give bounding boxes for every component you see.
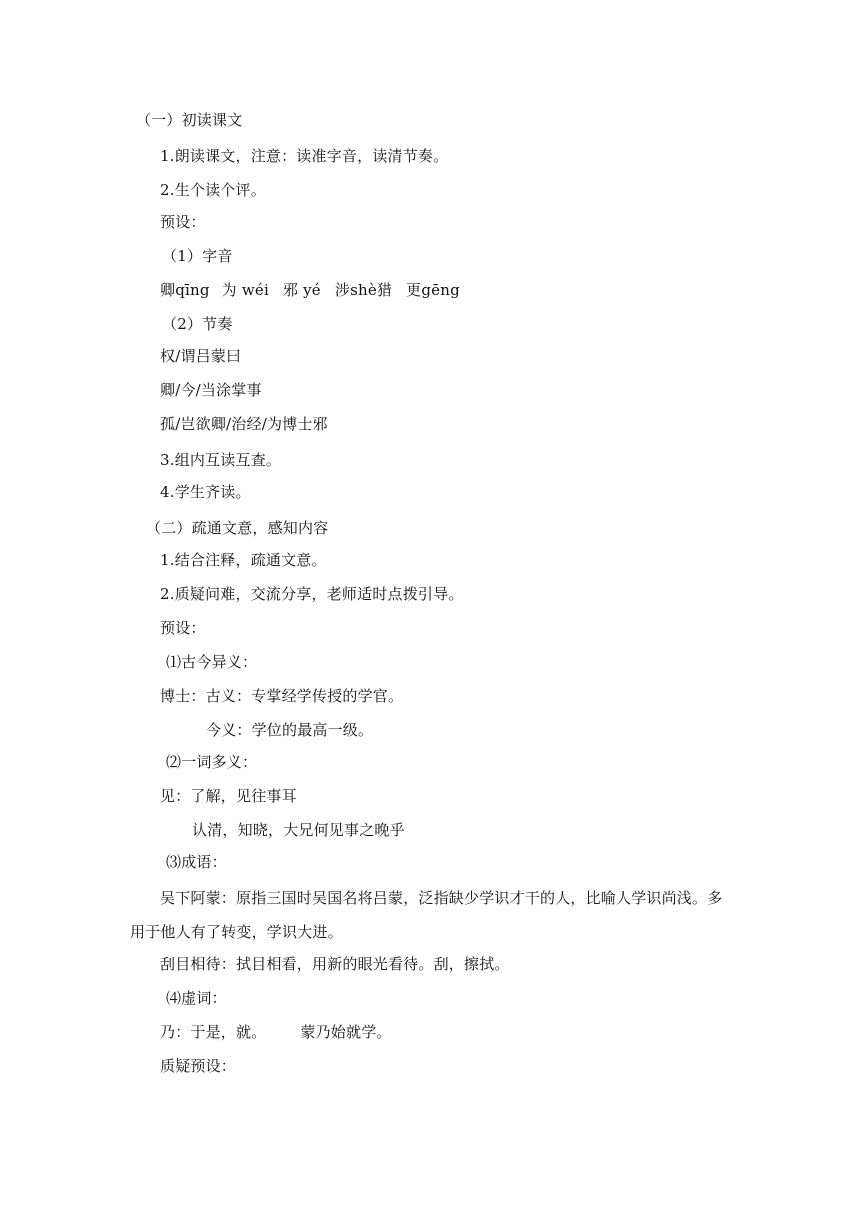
section2-preset-label: 预设：: [160, 619, 206, 637]
pinyin-item: 卿qīng: [160, 281, 210, 299]
rhythm-line: 卿/今/当涂掌事: [160, 381, 262, 399]
section2-item-1: 1.结合注释，疏通文意。: [160, 551, 327, 569]
pinyin-row: [160, 280, 460, 300]
ancient-modern-meaning-subheading: ⑴古今异义：: [166, 653, 258, 671]
rhythm-line: 孤/岂欲卿/治经/为博士邪: [160, 415, 328, 433]
question-preset-label: 质疑预设：: [160, 1057, 237, 1075]
function-word-subheading: ⑷虚词：: [166, 989, 227, 1007]
pronunciation-subheading: （1）字音: [162, 247, 233, 265]
section1-item-4: 4.学生齐读。: [160, 483, 251, 501]
section2-item-2: 2.质疑问难，交流分享，老师适时点拨引导。: [160, 585, 464, 603]
section1-preset-label: 预设：: [160, 213, 206, 231]
rhythm-line: 权/谓吕蒙曰: [160, 347, 242, 365]
section1-item-2: 2.生个读个评。: [160, 181, 266, 199]
jian-meaning-1: 见：了解，见往事耳: [160, 787, 297, 805]
boshi-ancient-meaning: 博士：古义：专掌经学传授的学官。: [160, 687, 404, 705]
idiom-wuxia-ameng: 吴下阿蒙：原指三国时吴国名将吕蒙，泛指缺少学识才干的人，比喻人学识尚浅。多: [160, 889, 723, 907]
rhythm-subheading: （2）节奏: [162, 315, 233, 333]
boshi-modern-meaning: 今义：学位的最高一级。: [206, 721, 374, 739]
idiom-guamu-xiangdai: 刮目相待：拭目相看，用新的眼光看待。刮，擦拭。: [160, 955, 510, 973]
pinyin-item: 邪 yé: [282, 281, 321, 299]
pinyin-item: 涉shè猎: [334, 281, 393, 299]
section1-heading: （一）初读课文: [136, 111, 243, 129]
idiom-wuxia-ameng-continued: 用于他人有了转变，学识大进。: [130, 923, 343, 941]
nai-definition: 乃：于是，就。: [160, 1023, 267, 1041]
nai-example: 蒙乃始就学。: [300, 1023, 392, 1041]
nai-function-word-row: [160, 1022, 392, 1042]
pinyin-item: 更gēng: [406, 281, 460, 299]
section2-heading: （二）疏通文意，感知内容: [146, 519, 329, 537]
section1-item-1: 1.朗读课文，注意：读准字音，读清节奏。: [160, 147, 449, 165]
pinyin-item: 为 wéi: [221, 281, 269, 299]
idiom-subheading: ⑶成语：: [166, 853, 227, 871]
polysemy-subheading: ⑵一词多义：: [166, 753, 258, 771]
section1-item-3: 3.组内互读互查。: [160, 451, 282, 469]
jian-meaning-2: 认清，知晓，大兄何见事之晚乎: [192, 821, 405, 839]
